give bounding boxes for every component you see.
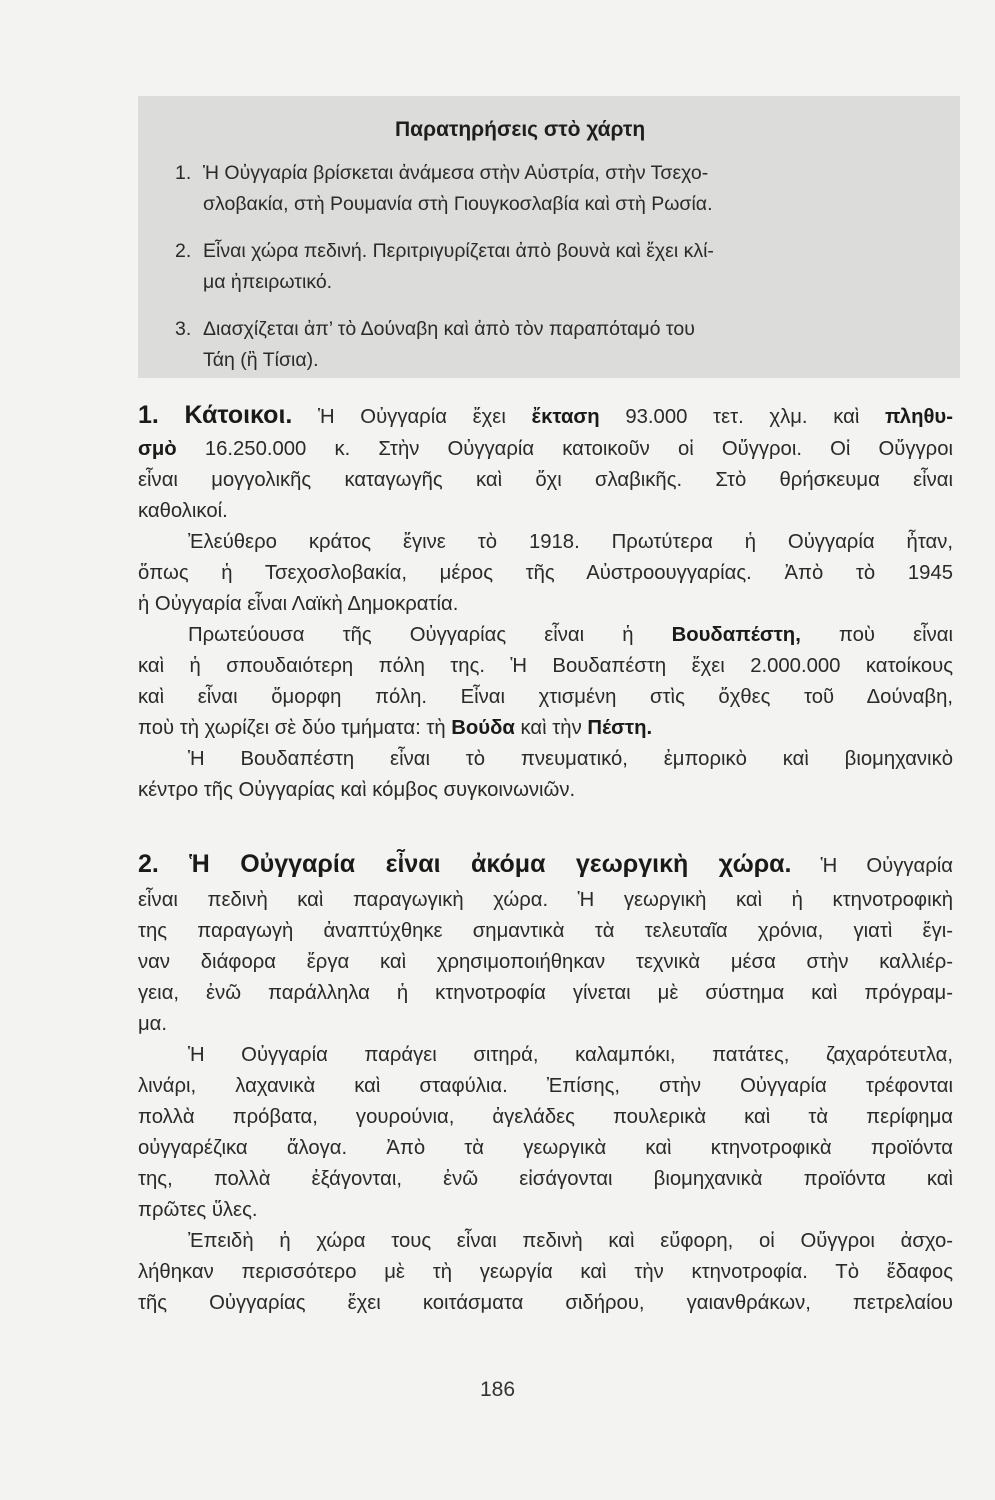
bold-term: σμὸ (138, 438, 177, 460)
note-item (175, 314, 895, 376)
note-text (203, 236, 895, 298)
text-run: 16.250.000 κ. Στὴν Οὐγγαρία κατοικοῦν οἱ Οὔγγροι. Οἱ Οὔγγροι (204, 438, 953, 460)
paragraph-line: οὐγγαρέζικα ἄλογα. Ἀπὸ τὰ γεωργικὰ καὶ κτηνοτροφικὰ προϊόντα (138, 1137, 953, 1159)
paragraph-line: εἶναι μογγολικῆς καταγωγῆς καὶ ὄχι σλαβικῆς. Στὸ θρήσκευμα εἶναι (138, 469, 953, 491)
paragraph-line: Ἡ Οὐγγαρία παράγει σιτηρά, καλαμπόκι, πατάτες, ζαχαρότευτλα, (188, 1044, 953, 1066)
bold-term: Βούδα (451, 717, 515, 739)
text-run: 93.000 τετ. χλμ. καὶ (625, 406, 860, 428)
note-line: Τάη (ἢ Τίσια). (203, 349, 319, 371)
bold-term: Βουδαπέστη, (671, 624, 801, 646)
section-1-heading: Κάτοικοι. (184, 401, 293, 429)
paragraph-line (138, 713, 953, 744)
section-2-agriculture (138, 845, 953, 1319)
paragraph-line (138, 398, 953, 434)
bold-term: πληθυ- (885, 406, 953, 428)
paragraph-line: καθολικοί. (138, 500, 228, 522)
paragraph-line: της παραγωγὴ ἀναπτύχθηκε σημαντικὰ τὰ τελευταῖα χρόνια, γιατὶ ἔγι- (138, 920, 953, 942)
map-notes-title: Παρατηρήσεις στὸ χάρτη (395, 118, 646, 141)
paragraph-line: τῆς Οὐγγαρίας ἔχει κοιτάσματα σιδήρου, γαιανθράκων, πετρελαίου (138, 1292, 953, 1314)
paragraph-line: καὶ ἡ σπουδαιότερη πόλη της. Ἡ Βουδαπέστη ἔχει 2.000.000 κατοίκους (138, 655, 953, 677)
paragraph-line: λήθηκαν περισσότερο μὲ τὴ γεωργία καὶ τὴν κτηνοτροφία. Τὸ ἔδαφος (138, 1261, 953, 1283)
paragraph-line: Ἡ Βουδαπέστη εἶναι τὸ πνευματικό, ἐμπορικὸ καὶ βιομηχανικὸ (188, 748, 953, 770)
paragraph-line: Ἐλεύθερο κράτος ἔγινε τὸ 1918. Πρωτύτερα ἡ Οὐγγαρία ἦταν, (188, 531, 953, 553)
paragraph-line: ναν διάφορα ἔργα καὶ χρησιμοποιήθηκαν τεχνικὰ μέσα στὴν καλλιέρ- (138, 951, 953, 973)
paragraph-line (138, 434, 953, 465)
note-item (175, 236, 895, 298)
text-run: ποὺ εἶναι (838, 624, 953, 646)
text-run: Ἡ Οὐγγαρία ἔχει (318, 406, 506, 428)
bold-term: ἔκταση (531, 406, 600, 428)
note-line: μα ἠπειρωτικό. (203, 271, 333, 293)
paragraph-line: ἡ Οὐγγαρία εἶναι Λαϊκὴ Δημοκρατία. (138, 593, 459, 615)
note-line: Ἡ Οὐγγαρία βρίσκεται ἀνάμεσα στὴν Αὐστρία, στὴν Τσεχο- (203, 162, 709, 184)
paragraph-line: κέντρο τῆς Οὐγγαρίας καὶ κόμβος συγκοινωνιῶν. (138, 779, 576, 801)
page-number: 186 (479, 1378, 516, 1401)
note-text (203, 158, 895, 220)
text-run: ποὺ τὴ χωρίζει σὲ δύο τμήματα: τὴ (138, 717, 446, 739)
note-number: 2. (175, 240, 192, 262)
map-notes-list (175, 158, 895, 392)
note-number: 1. (175, 162, 192, 184)
text-run: Ἡ Οὐγγαρία (820, 855, 953, 877)
note-item (175, 158, 895, 220)
note-line: Διασχίζεται ἀπ’ τὸ Δούναβη καὶ ἀπὸ τὸν παραπόταμό του (203, 318, 695, 340)
paragraph-line: γεια, ἐνῶ παράλληλα ἡ κτηνοτροφία γίνεται μὲ σύστημα καὶ πρόγραμ- (138, 982, 953, 1004)
note-text (203, 314, 895, 376)
paragraph-line: Ἐπειδὴ ἡ χώρα τους εἶναι πεδινὴ καὶ εὔφορη, οἱ Οὔγγροι ἀσχο- (188, 1230, 953, 1252)
bold-term: Πέστη. (587, 717, 653, 739)
section-2-heading: 2. Ἡ Οὐγγαρία εἶναι ἀκόμα γεωργικὴ χώρα. (138, 850, 792, 878)
paragraph-line (138, 845, 953, 885)
note-number: 3. (175, 318, 192, 340)
paragraph-line: εἶναι πεδινὴ καὶ παραγωγικὴ χώρα. Ἡ γεωργικὴ καὶ ἡ κτηνοτροφικὴ (138, 889, 953, 911)
note-line: Εἶναι χώρα πεδινή. Περιτριγυρίζεται ἀπὸ βουνὰ καὶ ἔχει κλί- (203, 240, 714, 262)
section-1-population (138, 398, 953, 806)
paragraph-line: λινάρι, λαχανικὰ καὶ σταφύλια. Ἐπίσης, στὴν Οὐγγαρία τρέφονται (138, 1075, 953, 1097)
paragraph-line: ὅπως ἡ Τσεχοσλοβακία, μέρος τῆς Αὐστροουγγαρίας. Ἀπὸ τὸ 1945 (138, 562, 953, 584)
paragraph-line (138, 620, 953, 651)
paragraph-line: πολλὰ πρόβατα, γουρούνια, ἀγελάδες πουλερικὰ καὶ τὰ περίφημα (138, 1106, 953, 1128)
section-1-number: 1. (138, 401, 159, 429)
paragraph-line: καὶ εἶναι ὄμορφη πόλη. Εἶναι χτισμένη στὶς ὄχθες τοῦ Δούναβη, (138, 686, 953, 708)
paragraph-line: πρῶτες ὕλες. (138, 1199, 258, 1221)
paragraph-line: της, πολλὰ ἐξάγονται, ἐνῶ εἰσάγονται βιομηχανικὰ προϊόντα καὶ (138, 1168, 953, 1190)
note-line: σλοβακία, στὴ Ρουμανία στὴ Γιουγκοσλαβία καὶ στὴ Ρωσία. (203, 193, 713, 215)
text-run: Πρωτεύουσα τῆς Οὐγγαρίας εἶναι ἡ (188, 624, 634, 646)
paragraph-line: μα. (138, 1013, 168, 1035)
text-run: καὶ τὴν (520, 717, 582, 739)
